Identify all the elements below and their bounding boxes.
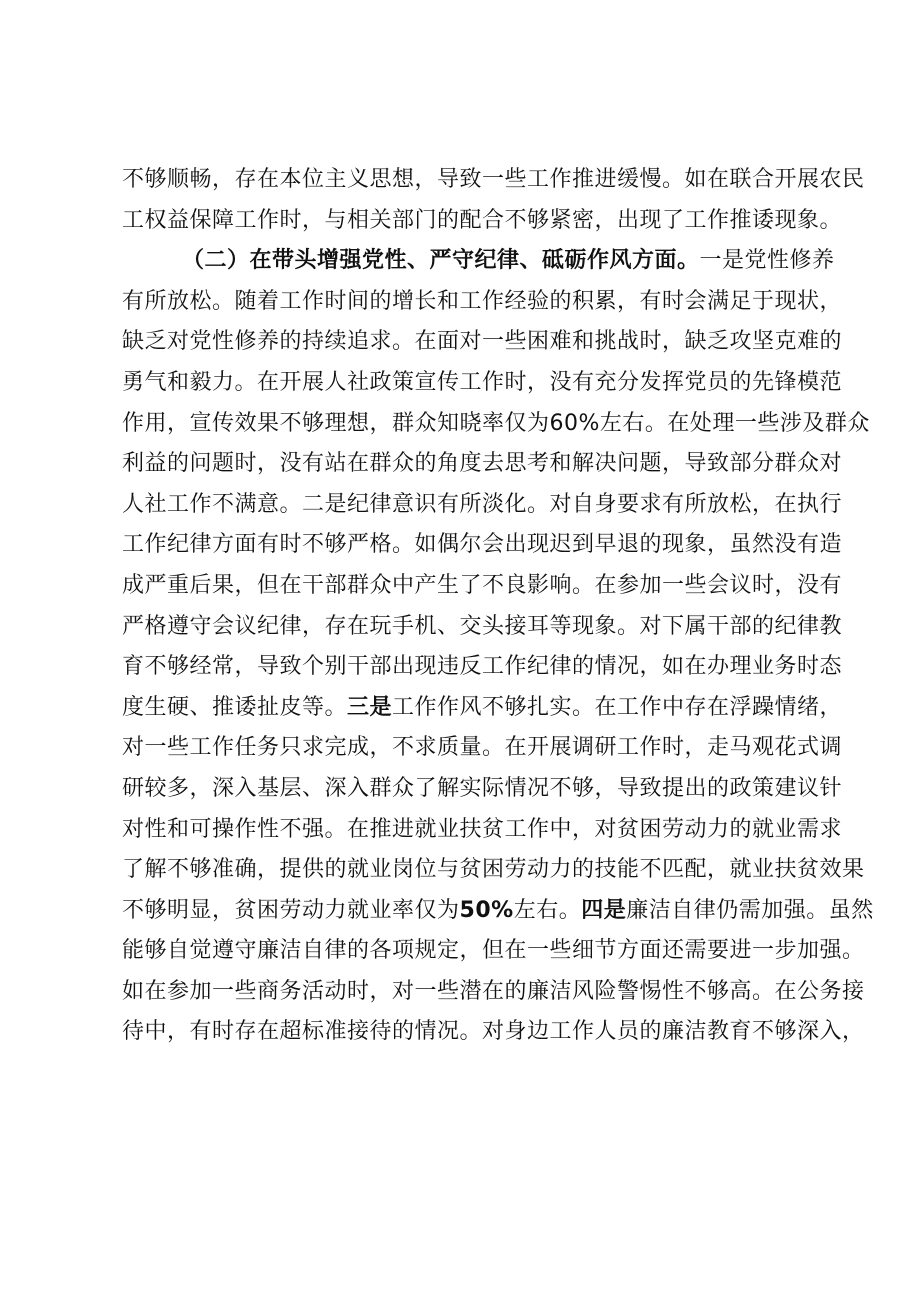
text-segment: 一是党性修养 — [699, 248, 835, 274]
bold-text-segment: （二）在带头增强党性、严守纪律、砥砺作风方面。 — [182, 248, 700, 274]
text-line — [122, 201, 843, 242]
text-line — [122, 972, 865, 1013]
text-line — [122, 363, 843, 404]
text-segment: 左右。 — [513, 897, 582, 923]
text-line — [122, 769, 843, 810]
text-segment: 对一些工作任务只求完成，不求质量。在开展调研工作时，走马观花式调 — [122, 735, 843, 761]
text-line — [122, 931, 865, 972]
document-body — [122, 160, 874, 1053]
text-line — [122, 647, 843, 688]
text-line — [122, 891, 874, 932]
text-segment: 不够顺畅，存在本位主义思想，导致一些工作推进缓慢。如在联合开展农民 — [122, 167, 865, 192]
text-line — [122, 485, 843, 526]
text-segment: 成严重后果，但在干部群众中产生了不良影响。在参加一些会议时，没有 — [122, 572, 843, 598]
text-segment: 工作纪律方面有时不够严格。如偶尔会出现迟到早退的现象，虽然没有造 — [122, 532, 843, 558]
text-line — [122, 160, 865, 201]
text-segment: 对性和可操作性不强。在推进就业扶贫工作中，对贫困劳动力的就业需求 — [122, 816, 843, 842]
text-line — [122, 850, 865, 891]
text-segment: 缺乏对党性修养的持续追求。在面对一些困难和挑战时，缺乏攻坚克难的 — [122, 329, 843, 355]
text-segment: 有所放松。随着工作时间的增长和工作经验的积累，有时会满足于现状， — [122, 288, 843, 314]
text-line — [122, 728, 843, 769]
text-segment: 勇气和毅力。在开展人社政策宣传工作时，没有充分发挥党员的先锋模范 — [122, 369, 843, 395]
text-segment: 研较多，深入基层、深入群众了解实际情况不够，导致提出的政策建议针 — [122, 775, 843, 801]
text-line — [122, 241, 835, 282]
bold-text-segment: 三是 — [347, 694, 393, 720]
bold-text-segment: 50% — [459, 897, 514, 923]
text-segment: 严格遵守会议纪律，存在玩手机、交头接耳等现象。对下属干部的纪律教 — [122, 613, 843, 639]
text-line — [122, 322, 843, 363]
text-segment: 作用，宣传效果不够理想，群众知晓率仅为60%左右。在处理一些涉及群众 — [122, 410, 870, 436]
text-line — [122, 282, 843, 323]
text-segment: 工作作风不够扎实。在工作中存在浮躁情绪， — [392, 694, 843, 720]
text-segment: 工权益保障工作时，与相关部门的配合不够紧密，出现了工作推诿现象。 — [122, 207, 843, 233]
text-segment: 不够明显，贫困劳动力就业率仅为 — [122, 897, 460, 923]
bold-text-segment: 四是 — [581, 897, 627, 923]
text-segment: 能够自觉遵守廉洁自律的各项规定，但在一些细节方面还需要进一步加强。 — [122, 938, 865, 964]
text-line — [122, 444, 843, 485]
text-segment: 廉洁自律仍需加强。虽然 — [626, 897, 874, 923]
text-segment: 如在参加一些商务活动时，对一些潜在的廉洁风险警惕性不够高。在公务接 — [122, 978, 865, 1004]
text-line — [122, 810, 843, 851]
text-segment: 了解不够准确，提供的就业岗位与贫困劳动力的技能不匹配，就业扶贫效果 — [122, 857, 865, 883]
text-segment: 育不够经常，导致个别干部出现违反工作纪律的情况，如在办理业务时态 — [122, 654, 843, 680]
text-line — [122, 525, 843, 566]
text-segment: 人社工作不满意。二是纪律意识有所淡化。对自身要求有所放松，在执行 — [122, 491, 843, 517]
text-segment: 度生硬、推诿扯皮等。 — [122, 694, 348, 720]
text-line — [122, 404, 870, 445]
text-line — [122, 566, 843, 607]
text-line — [122, 607, 843, 648]
text-line — [122, 1012, 865, 1053]
text-segment: 利益的问题时，没有站在群众的角度去思考和解决问题，导致部分群众对 — [122, 451, 843, 477]
text-segment: 待中，有时存在超标准接待的情况。对身边工作人员的廉洁教育不够深入， — [122, 1019, 865, 1045]
text-line — [122, 688, 843, 729]
